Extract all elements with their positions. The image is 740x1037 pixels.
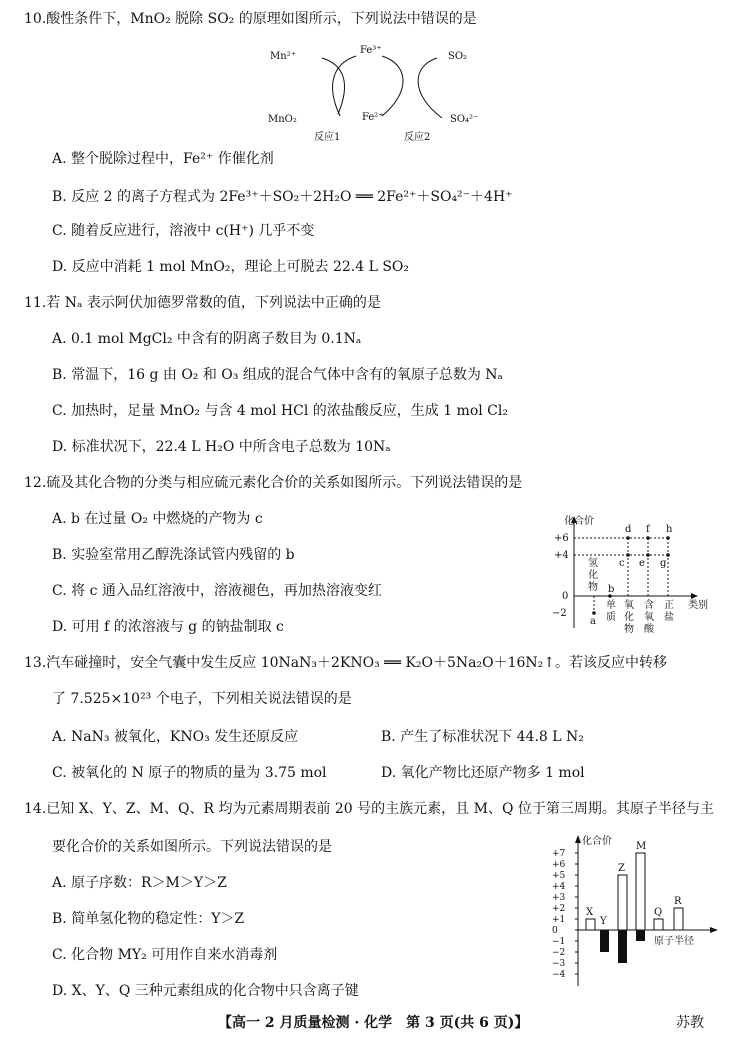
- bar-negative-Z: [618, 930, 627, 963]
- point-g-label: g: [660, 558, 667, 569]
- cat-oxide-2: 化: [624, 612, 634, 623]
- point-h-label: h: [666, 524, 673, 535]
- point-f-label: f: [646, 524, 650, 535]
- q14-radius-valence-chart: [548, 830, 728, 990]
- point-d-label: d: [625, 524, 632, 535]
- point-g: [666, 553, 670, 557]
- element-label-X: X: [586, 907, 594, 918]
- q14-stem-line2: 要化合价的关系如图所示。下列说法错误的是: [52, 839, 332, 855]
- element-label-Y: Y: [600, 916, 607, 927]
- q11-option-c: C. 加热时，足量 MnO₂ 与含 4 mol HCl 的浓盐酸反应，生成 1 mol Cl₂: [52, 403, 508, 419]
- q12-valence-chart: [540, 510, 730, 638]
- point-c: [626, 553, 630, 557]
- q11-stem: 11.若 Nₐ 表示阿伏加德罗常数的值，下列说法中正确的是: [24, 295, 381, 311]
- tick-label: −3: [552, 959, 566, 969]
- so4-label: SO₄²⁻: [450, 114, 479, 125]
- cat-salt-1: 正: [664, 600, 674, 611]
- q13-option-c: C. 被氧化的 N 原子的物质的量为 3.75 mol: [52, 765, 327, 781]
- arc-1-left: [322, 58, 345, 114]
- x-axis-label: 类别: [688, 600, 708, 611]
- cat-acid-2: 氧: [644, 612, 654, 623]
- q13-stem-line2: 了 7.525×10²³ 个电子，下列相关说法错误的是: [52, 691, 352, 707]
- point-d: [626, 536, 630, 540]
- point-c-label: c: [619, 558, 625, 569]
- q13-option-a: A. NaN₃ 被氧化，KNO₃ 发生还原反应: [52, 729, 299, 745]
- tick-label: −2: [552, 948, 566, 958]
- cat-element-1: 单: [606, 600, 616, 611]
- tick-label: +2: [552, 904, 566, 914]
- tick-label: 0: [552, 926, 558, 936]
- q10-option-b: B. 反应 2 的离子方程式为 2Fe³⁺＋SO₂＋2H₂O ══ 2Fe²⁺＋SO₄²⁻＋4H⁺: [52, 189, 513, 205]
- tick-label: +7: [552, 849, 566, 859]
- y-axis-arrow: [575, 835, 581, 843]
- tick-label: +5: [552, 871, 566, 881]
- tick-plus6: +6: [554, 533, 569, 544]
- q12-option-d: D. 可用 f 的浓溶液与 g 的钠盐制取 c: [52, 619, 284, 635]
- q10-option-c: C. 随着反应进行，溶液中 c(H⁺) 几乎不变: [52, 223, 315, 239]
- cat-oxide-3: 物: [624, 624, 634, 635]
- tick-label: +1: [552, 915, 566, 925]
- tick-0: 0: [562, 591, 569, 602]
- point-h: [666, 536, 670, 540]
- arc-2-right: [418, 58, 442, 118]
- cat-hydride-1: 氢: [588, 558, 598, 569]
- element-label-Q: Q: [654, 907, 663, 918]
- q14-option-c: C. 化合物 MY₂ 可用作自来水消毒剂: [52, 947, 278, 963]
- fe2-label: Fe²⁺: [362, 112, 384, 123]
- point-a-label: a: [590, 616, 596, 627]
- point-f: [646, 536, 650, 540]
- bar-negative-M: [636, 930, 645, 941]
- so2-label: SO₂: [448, 51, 468, 62]
- q12-option-b: B. 实验室常用乙醇洗涤试管内残留的 b: [52, 547, 295, 563]
- element-label-R: R: [674, 896, 682, 907]
- fe3-label: Fe³⁺: [360, 45, 382, 56]
- x-axis-label: 原子半径: [654, 936, 694, 947]
- q10-option-d: D. 反应中消耗 1 mol MnO₂，理论上可脱去 22.4 L SO₂: [52, 259, 410, 275]
- tick-plus4: +4: [554, 550, 569, 561]
- bar-positive-Q: [654, 919, 663, 930]
- q14-option-a: A. 原子序数：R＞M＞Y＞Z: [52, 875, 227, 891]
- x-axis-arrow: [710, 927, 718, 933]
- tick-label: +3: [552, 893, 566, 903]
- point-b-label: b: [608, 584, 615, 595]
- arc-2-left: [382, 56, 403, 116]
- cat-salt-2: 盐: [664, 612, 674, 623]
- cat-hydride-2: 化: [588, 570, 598, 581]
- q13-option-b: B. 产生了标准状况下 44.8 L N₂: [381, 729, 584, 745]
- bar-positive-M: [636, 853, 645, 930]
- tick-labels: [552, 849, 578, 980]
- q14-option-d: D. X、Y、Q 三种元素组成的化合物中只含离子键: [52, 983, 359, 999]
- cat-acid-1: 含: [644, 600, 654, 611]
- q10-stem: 10.酸性条件下，MnO₂ 脱除 SO₂ 的原理如图所示，下列说法中错误的是: [24, 11, 477, 27]
- point-e-label: e: [639, 558, 645, 569]
- footer-right: 苏教: [676, 1015, 704, 1031]
- q13-option-d: D. 氧化产物比还原产物多 1 mol: [381, 765, 585, 781]
- reaction2-label: 反应2: [404, 132, 431, 143]
- cat-oxide-1: 氧: [624, 600, 634, 611]
- tick-label: +6: [552, 860, 566, 870]
- bar-positive-X: [586, 919, 595, 930]
- q11-option-a: A. 0.1 mol MgCl₂ 中含有的阴离子数目为 0.1Nₐ: [52, 331, 362, 347]
- tick-minus2: −2: [552, 608, 567, 619]
- point-a: [592, 611, 596, 615]
- q10-option-a: A. 整个脱除过程中，Fe²⁺ 作催化剂: [52, 151, 274, 167]
- point-e: [646, 553, 650, 557]
- tick-label: −1: [552, 937, 566, 947]
- bar-positive-R: [674, 908, 683, 930]
- q12-option-a: A. b 在过量 O₂ 中燃烧的产物为 c: [52, 511, 263, 527]
- q11-option-d: D. 标准状况下，22.4 L H₂O 中所含电子总数为 10Nₐ: [52, 439, 391, 455]
- q12-stem: 12.硫及其化合物的分类与相应硫元素化合价的关系如图所示。下列说法错误的是: [24, 475, 523, 491]
- y-axis-label: 化合价: [582, 836, 612, 847]
- q14-option-b: B. 简单氢化物的稳定性：Y＞Z: [52, 911, 245, 927]
- element-label-M: M: [636, 841, 647, 852]
- mn2-label: Mn²⁺: [270, 51, 296, 62]
- tick-label: +4: [552, 882, 566, 892]
- reaction1-label: 反应1: [314, 132, 341, 143]
- q11-option-b: B. 常温下，16 g 由 O₂ 和 O₃ 组成的混合气体中含有的氧原子总数为 Nₐ: [52, 367, 503, 383]
- cat-element-2: 质: [606, 612, 616, 623]
- q13-stem-line1: 13.汽车碰撞时，安全气囊中发生反应 10NaN₃＋2KNO₃ ══ K₂O＋5Na₂O＋16N₂↑。若该反应中转移: [24, 655, 668, 671]
- q10-cycle-diagram: [262, 36, 492, 148]
- bar-positive-Z: [618, 875, 627, 930]
- x-axis-arrow: [691, 593, 698, 599]
- mno2-label: MnO₂: [268, 114, 297, 125]
- tick-label: −4: [552, 970, 566, 980]
- q14-stem-line1: 14.已知 X、Y、Z、M、Q、R 均为元素周期表前 20 号的主族元素，且 M、Q 位于第三周期。其原子半径与主: [24, 801, 714, 817]
- q12-option-c: C. 将 c 通入品红溶液中，溶液褪色，再加热溶液变红: [52, 583, 382, 599]
- y-axis-label: 化合价: [564, 516, 594, 527]
- element-label-Z: Z: [618, 863, 625, 874]
- footer-center: 【高一 2 月质量检测 · 化学 第 3 页(共 6 页)】: [218, 1015, 529, 1031]
- cat-hydride-3: 物: [588, 582, 598, 593]
- bar-negative-Y: [600, 930, 609, 952]
- cat-acid-3: 酸: [644, 624, 654, 635]
